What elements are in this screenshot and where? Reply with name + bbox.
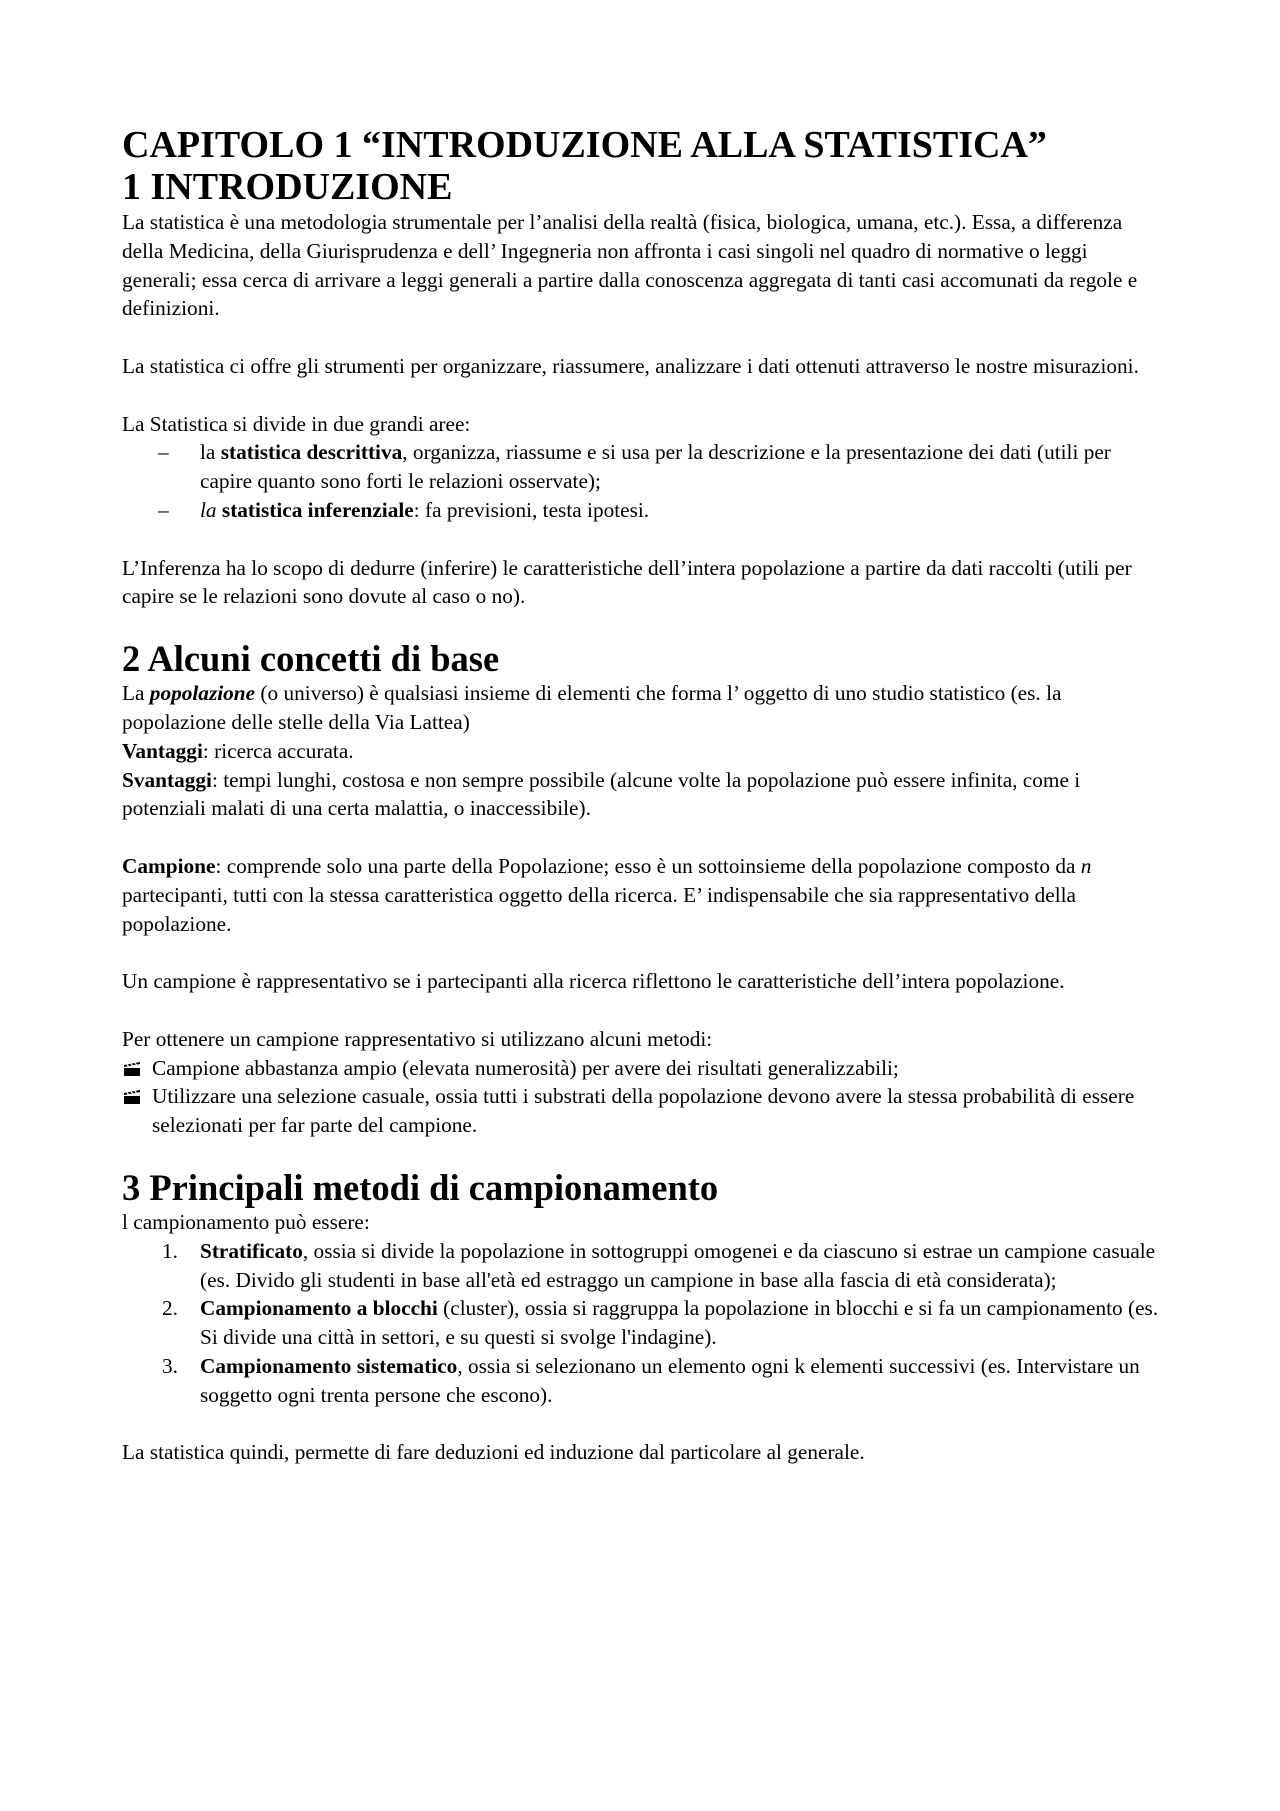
clapperboard-icon	[122, 1089, 142, 1105]
intro-paragraph-3: La Statistica si divide in due grandi aree:	[122, 411, 471, 436]
metodo-text: Utilizzare una selezione casuale, ossia tutti i substrati della popolazione devono avere la stessa probabilità di essere selezionati per far parte del campione.	[152, 1084, 1135, 1138]
campione-paragraph: Campione: comprende solo una parte della Popolazione; esso è un sottoinsieme della popolazione composto da n partecipanti, tutti con la stessa caratteristica oggetto della ricerca. E’ indispensabile che sia rappresentativo della popolazione.	[122, 853, 1092, 936]
list-item	[122, 1082, 1162, 1140]
intro-paragraph-1: La statistica è una metodologia strumentale per l’analisi della realtà (fisica, biologica, umana, etc.). Essa, a differenza della Medicina, della Giurisprudenza e dell’ Ingegneria non affronta i casi singoli nel quadro di normative o leggi generali; essa cerca di arrivare a leggi generali a partire dalla conoscenza aggregata di tanti casi accomunati da regole e definizioni.	[122, 210, 1138, 321]
vantaggi-label: Vantaggi	[122, 738, 203, 763]
method-term-bold: Campionamento sistematico	[200, 1353, 458, 1378]
item-text: , organizza, riassume e si usa per la descrizione e la presentazione dei dati (utili per capire quanto sono forti le relazioni osservate);	[200, 440, 1111, 494]
campione-label: Campione	[122, 853, 216, 878]
section-1-heading: 1 INTRODUZIONE	[122, 166, 453, 208]
metodi-intro: Per ottenere un campione rappresentativo si utilizzano alcuni metodi:	[122, 1026, 713, 1051]
conclusion-paragraph: La statistica quindi, permette di fare deduzioni ed induzione dal particolare al generale.	[122, 1440, 865, 1465]
method-text: , ossia si selezionano un elemento ogni k elementi successivi (es. Intervistare un soggetto ogni trenta persone che escono).	[200, 1353, 1140, 1407]
item-prefix: la	[200, 440, 221, 465]
list-item	[122, 1237, 1162, 1295]
svantaggi-label: Svantaggi	[122, 767, 212, 792]
n-variable: n	[1080, 853, 1092, 878]
method-term-bold: Campionamento a blocchi	[200, 1296, 438, 1321]
list-number: 1.	[162, 1238, 178, 1263]
vantaggi-paragraph: Vantaggi: ricerca accurata.	[122, 738, 354, 763]
dash-bullet: –	[158, 497, 169, 522]
popolazione-term: popolazione	[149, 681, 256, 706]
popolazione-paragraph: La popolazione (o universo) è qualsiasi insieme di elementi che forma l’ oggetto di uno studio statistico (es. la popolazione delle stelle della Via Lattea)	[122, 681, 1062, 734]
intro-paragraph-2: La statistica ci offre gli strumenti per organizzare, riassumere, analizzare i dati ottenuti attraverso le nostre misurazioni.	[122, 353, 1139, 378]
list-item	[122, 496, 1162, 525]
method-text: , ossia si divide la popolazione in sottogruppi omogenei e da ciascuno si estrae un campione casuale (es. Divido gli studenti in base all'età ed estraggo un campione in base alla fascia di età considerata);	[200, 1238, 1156, 1292]
chapter-title: CAPITOLO 1 “INTRODUZIONE ALLA STATISTICA”	[122, 124, 1047, 166]
item-prefix-italic: la	[200, 497, 217, 522]
list-item	[122, 1352, 1162, 1410]
method-term-bold: Stratificato	[200, 1238, 303, 1263]
clapperboard-icon	[122, 1061, 142, 1077]
list-number: 2.	[162, 1296, 178, 1321]
list-item	[122, 1294, 1162, 1352]
list-number: 3.	[162, 1353, 178, 1378]
rappresentativo-paragraph: Un campione è rappresentativo se i partecipanti alla ricerca riflettono le caratteristiche dell’intera popolazione.	[122, 969, 1065, 994]
statistics-areas-list	[122, 438, 1162, 524]
section-2-heading: 2 Alcuni concetti di base	[122, 638, 500, 680]
campionamento-intro: l campionamento può essere:	[122, 1209, 370, 1234]
item-term-bold: statistica descrittiva	[220, 440, 403, 465]
list-item	[122, 438, 1162, 496]
method-text: (cluster), ossia si raggruppa la popolazione in blocchi e si fa un campionamento (es. Si divide una città in settori, e su questi si svolge l'indagine).	[200, 1296, 1159, 1350]
item-term-bold: statistica inferenziale	[221, 497, 414, 522]
document-page	[122, 124, 1162, 1467]
svantaggi-paragraph: Svantaggi: tempi lunghi, costosa e non sempre possibile (alcune volte la popolazione può essere infinita, come i potenziali malati di una certa malattia, o inaccessibile).	[122, 767, 1081, 821]
section-3-heading: 3 Principali metodi di campionamento	[122, 1166, 719, 1208]
intro-paragraph-4: L’Inferenza ha lo scopo di dedurre (inferire) le caratteristiche dell’intera popolazione a partire da dati raccolti (utili per capire se le relazioni sono dovute al caso o no).	[122, 555, 1132, 609]
metodo-text: Campione abbastanza ampio (elevata numerosità) per avere dei risultati generalizzabili;	[152, 1055, 899, 1080]
list-item	[122, 1054, 1162, 1083]
campionamento-methods-list	[122, 1237, 1162, 1410]
dash-bullet: –	[158, 440, 169, 465]
item-text: : fa previsioni, testa ipotesi.	[413, 497, 650, 522]
